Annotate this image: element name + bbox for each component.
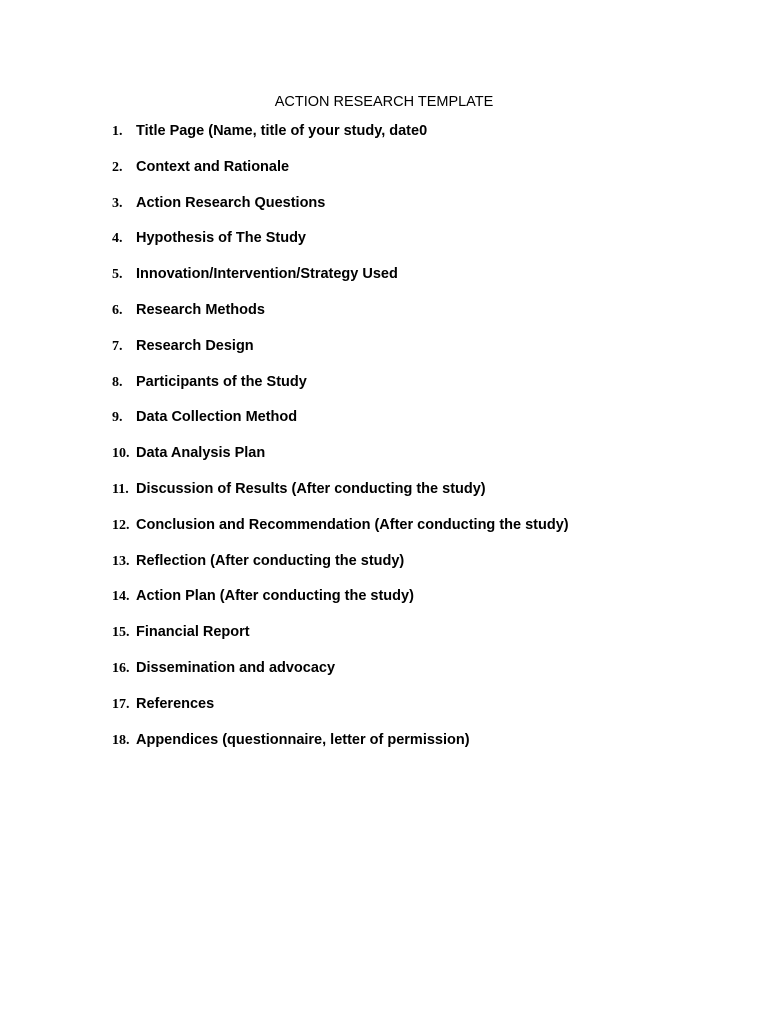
list-item (112, 516, 732, 552)
item-number: 7. (112, 338, 123, 354)
item-number: 18. (112, 732, 130, 748)
list-item (112, 301, 732, 337)
document-title: ACTION RESEARCH TEMPLATE (274, 94, 494, 110)
item-number: 13. (112, 553, 130, 569)
list-item (112, 337, 732, 373)
item-number: 9. (112, 410, 123, 426)
item-text: Data Analysis Plan (136, 445, 266, 462)
item-text: Discussion of Results (After conducting the study) (136, 480, 486, 497)
item-number: 6. (112, 302, 123, 318)
item-text: Data Collection Method (136, 409, 298, 426)
list-item (112, 587, 732, 623)
list-item (112, 229, 732, 265)
list-item (112, 122, 732, 158)
item-number: 3. (112, 195, 123, 211)
list-item (112, 731, 732, 767)
item-text: Reflection (After conducting the study) (136, 552, 405, 569)
item-number: 10. (112, 446, 130, 462)
item-number: 11. (112, 481, 129, 497)
item-number: 4. (112, 231, 123, 247)
template-item-list (112, 122, 732, 766)
item-text: Research Methods (136, 301, 265, 318)
item-number: 12. (112, 517, 130, 533)
item-text: Title Page (Name, title of your study, date0 (136, 123, 428, 139)
list-item (112, 444, 732, 480)
list-item (112, 408, 732, 444)
list-item (112, 623, 732, 659)
item-number: 2. (112, 159, 123, 175)
item-number: 1. (112, 124, 123, 139)
item-text: Financial Report (136, 624, 250, 641)
item-number: 16. (112, 660, 130, 676)
list-item (112, 480, 732, 516)
list-item (112, 265, 732, 301)
item-number: 8. (112, 374, 123, 390)
item-number: 15. (112, 625, 130, 641)
item-text: Dissemination and advocacy (136, 659, 336, 676)
item-number: 17. (112, 696, 130, 712)
item-number: 5. (112, 267, 123, 283)
item-number: 14. (112, 589, 130, 605)
list-item (112, 194, 732, 230)
list-item (112, 158, 732, 194)
item-text: Appendices (questionnaire, letter of permission) (136, 731, 470, 748)
list-item (112, 695, 732, 731)
item-text: Action Plan (After conducting the study) (136, 588, 414, 605)
item-text: Context and Rationale (136, 158, 290, 175)
item-text: Hypothesis of The Study (136, 230, 306, 247)
item-text: Innovation/Intervention/Strategy Used (136, 266, 398, 283)
item-text: Research Design (136, 337, 254, 354)
item-text: Action Research Questions (136, 194, 326, 211)
list-item (112, 552, 732, 588)
item-text: Participants of the Study (136, 373, 307, 390)
list-item (112, 659, 732, 695)
item-text: References (136, 695, 215, 712)
list-item (112, 373, 732, 409)
item-text: Conclusion and Recommendation (After conducting the study) (136, 516, 569, 533)
